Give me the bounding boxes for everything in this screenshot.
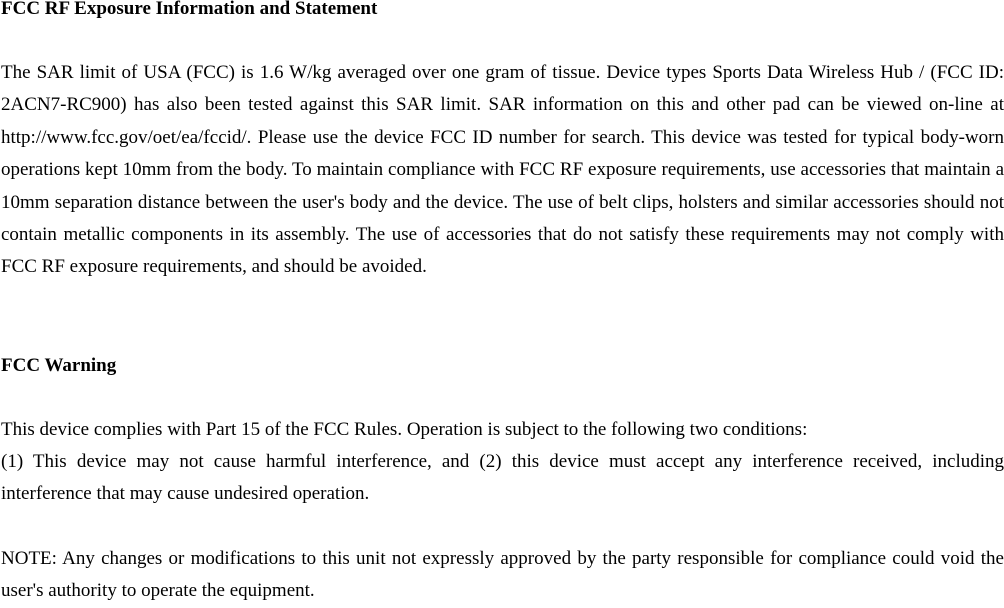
fcc-warning-intro: This device complies with Part 15 of the FCC Rules. Operation is subject to the following two conditions:: [1, 419, 808, 440]
fcc-note-paragraph: NOTE: Any changes or modifications to this unit not expressly approved by the party responsible for compliance could void the user's authority to operate the equipment.: [1, 548, 1004, 602]
fcc-warning-heading: FCC Warning: [1, 355, 117, 376]
rf-exposure-paragraph: The SAR limit of USA (FCC) is 1.6 W/kg averaged over one gram of tissue. Device types Sports Data Wireless Hub / (FCC ID: 2ACN7-RC900) has also been tested against this SAR limit. SAR information on this and other pad can be viewed on‐line at http://www.fcc.gov/oet/ea/fccid/. Please use the device FCC ID number for search. This device was tested for typical body-worn operations kept 10mm from the body. To maintain compliance with FCC RF exposure requirements, use accessories that maintain a 10mm separation distance between the user's body and the device. The use of belt clips, holsters and similar accessories should not contain metallic components in its assembly. The use of accessories that do not satisfy these requirements may not comply with FCC RF exposure requirements, and should be avoided.: [1, 62, 1004, 278]
fcc-warning-conditions: (1) This device may not cause harmful interference, and (2) this device must accept any interference received, including interference that may cause undesired operation.: [1, 451, 1004, 505]
rf-exposure-heading: FCC RF Exposure Information and Statement: [1, 0, 378, 19]
